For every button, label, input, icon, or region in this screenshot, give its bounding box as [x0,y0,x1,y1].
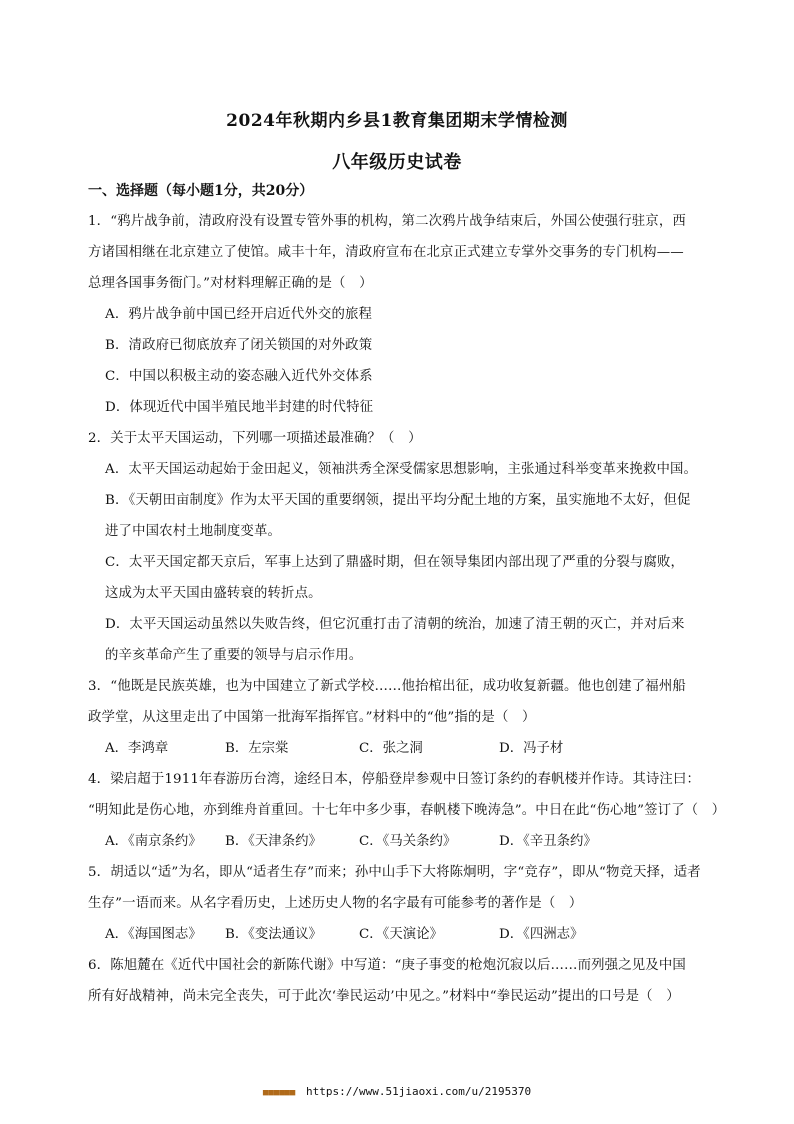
question-5-line-2: 生存”一语而来。从名字看历史，上述历史人物的名字最有可能参考的著作是（ ） [88,896,583,911]
question-4-option-b: B．《天津条约》 [225,834,322,849]
question-2-option-a: A．太平天国运动起始于金田起义，领袖洪秀全深受儒家思想影响，主张通过科举变革来挽救中国。 [105,462,698,477]
question-1-option-a: A．鸦片战争前中国已经开启近代外交的旅程 [105,307,373,322]
question-5-option-c: C．《天演论》 [359,927,443,942]
question-2-option-d: D．太平天国运动虽然以失败告终，但它沉重打击了清朝的统治，加速了清王朝的灭亡，并对后来 [105,617,685,632]
question-4-line-2: “明知此是伤心地，亦到维舟首重回。十七年中多少事，春帆楼下晚涛急”。中日在此“伤心地”签订了（ ） [88,803,726,818]
question-6-line-1: 6．陈旭麓在《近代中国社会的新陈代谢》中写道：“庚子事变的枪炮沉寂以后……而列强之见及中国 [88,958,686,973]
question-2-option-c: C．太平天国定都天京后，军事上达到了鼎盛时期，但在领导集团内部出现了严重的分裂与腐败， [105,555,685,570]
question-4-option-c: C．《马关条约》 [359,834,457,849]
question-1-line-3: 总理各国事务衙门。”对材料理解正确的是（ ） [88,276,373,291]
question-4-option-a: A．《南京条约》 [105,834,202,849]
exam-title: 2024年秋期内乡县1教育集团期末学情检测 [226,111,568,131]
question-4-line-1: 4．梁启超于1911年春游历台湾，途经日本，停船登岸参观中日签订条约的春帆楼并作诗。其诗注曰： [88,772,701,787]
question-3-option-a: A．李鸿章 [105,741,169,756]
question-5-option-a: A．《海国图志》 [105,927,202,942]
footer-url-link[interactable]: https://www.51jiaoxi.com/u/2195370 [305,1085,532,1098]
question-3-option-c: C．张之洞 [359,741,423,756]
exam-subtitle: 八年级历史试卷 [332,152,462,173]
question-2-option-d-cont: 的辛亥革命产生了重要的领导与启示作用。 [105,648,363,663]
question-3-line-1: 3．“他既是民族英雄，也为中国建立了新式学校……他抬棺出征，成功收复新疆。他也创建了福州船 [88,679,686,694]
question-3-option-d: D．冯子材 [499,741,564,756]
question-3-option-b: B．左宗棠 [225,741,289,756]
question-4-option-d: D．《辛丑条约》 [499,834,597,849]
footer-watermark: ■■■■■■ [262,1088,296,1098]
question-6-line-2: 所有好战精神，尚未完全丧失，可于此次‘拳民运动’中见之。”材料中“拳民运动”提出的口号是（ ） [88,989,680,1004]
question-2-option-b-cont: 进了中国农村土地制度变革。 [105,524,282,539]
footer [0,1085,794,1098]
question-5-line-1: 5．胡适以“适”为名，即从“适者生存”而来；孙中山手下大将陈炯明，字“竞存”，即从“物竞天择，适者 [88,865,701,880]
question-5-option-b: B．《变法通议》 [225,927,322,942]
question-1-line-1: 1．“鸦片战争前，清政府没有设置专管外事的机构，第二次鸦片战争结束后，外国公使强行驻京，西 [88,214,686,229]
question-3-line-2: 政学堂，从这里走出了中国第一批海军指挥官。”材料中的“他”指的是（ ） [88,710,536,725]
question-1-option-b: B．清政府已彻底放弃了闭关锁国的对外政策 [105,338,373,353]
question-5-option-d: D．《四洲志》 [499,927,584,942]
question-2-option-c-cont: 这成为太平天国由盛转衰的转折点。 [105,586,322,601]
question-2-stem: 2．关于太平天国运动，下列哪一项描述最准确？（ ） [88,431,422,446]
question-1-option-d: D．体现近代中国半殖民地半封建的时代特征 [105,400,374,415]
question-2-option-b: B．《天朝田亩制度》作为太平天国的重要纲领，提出平均分配土地的方案，虽实施地不太好，但促 [105,493,691,508]
section-heading: 一、选择题（每小题1分，共20分） [88,183,314,199]
question-1-line-2: 方诸国相继在北京建立了使馆。咸丰十年，清政府宣布在北京正式建立专掌外交事务的专门机构—— [88,245,684,260]
question-1-option-c: C．中国以积极主动的姿态融入近代外交体系 [105,369,373,384]
